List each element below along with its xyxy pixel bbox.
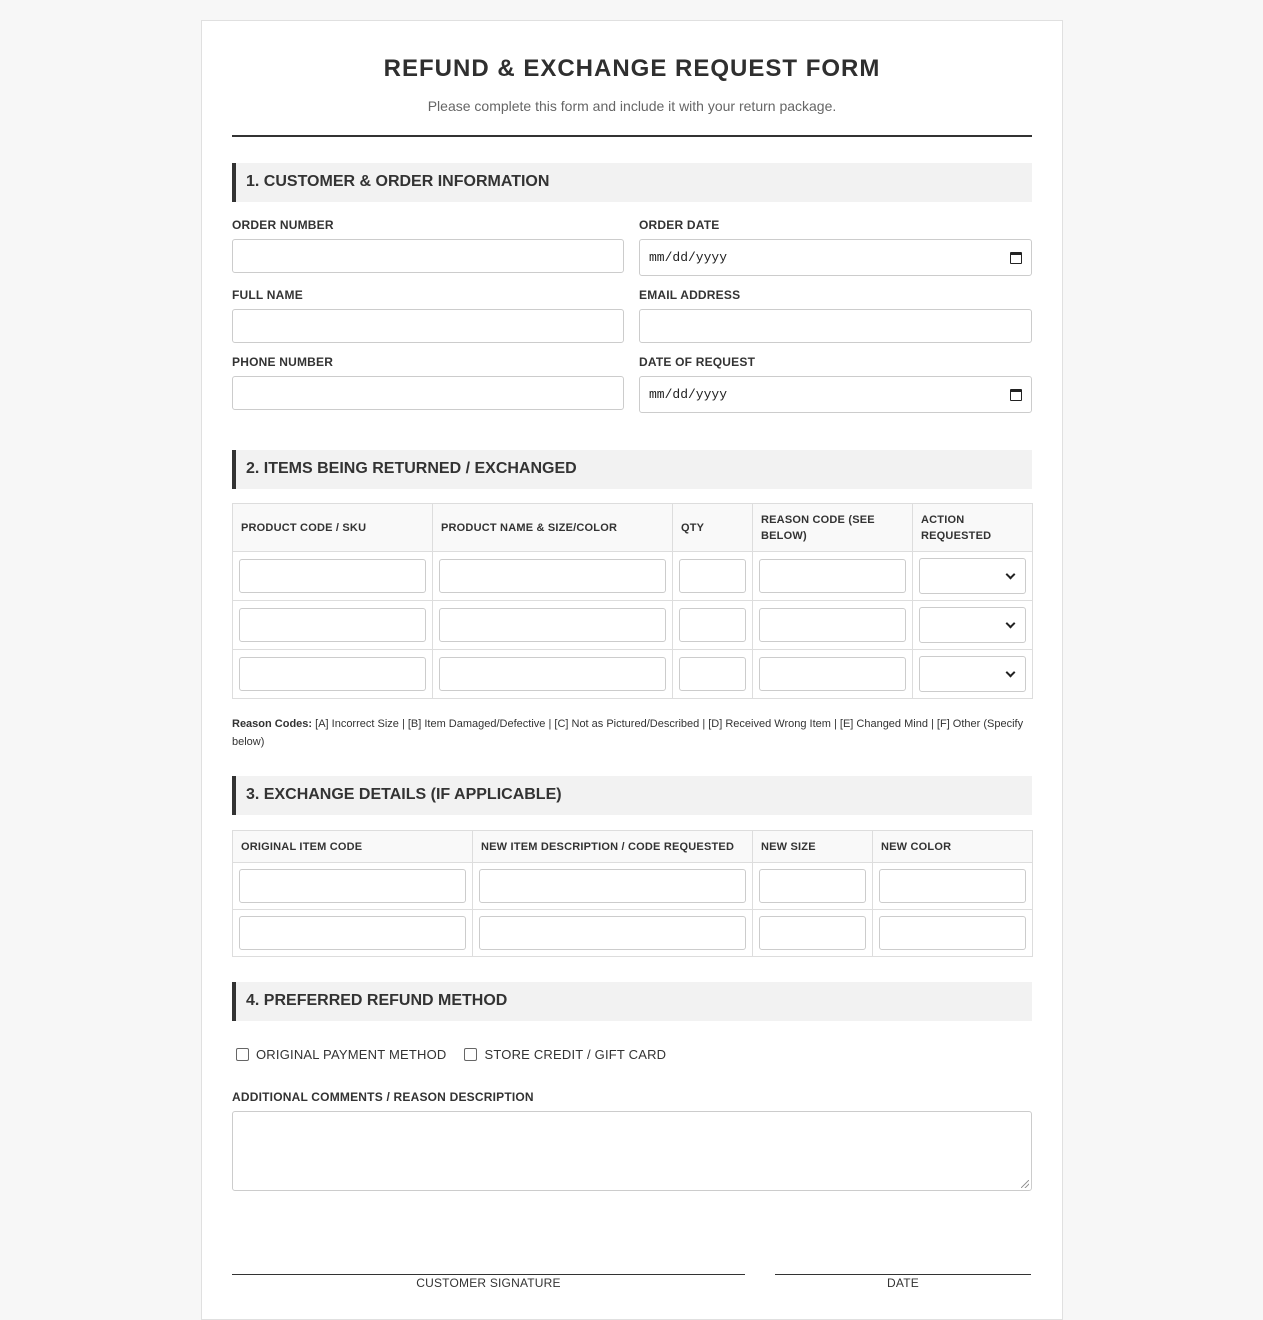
- sku-input[interactable]: [239, 608, 426, 642]
- refund-method-options: [232, 1047, 1032, 1062]
- request-date-label: DATE OF REQUEST: [639, 355, 756, 369]
- page-subtitle: Please complete this form and include it with your return package.: [427, 98, 837, 114]
- column-header: NEW ITEM DESCRIPTION / CODE REQUESTED: [473, 831, 753, 863]
- reason-codes-note: [232, 715, 1032, 751]
- full-name-input[interactable]: [232, 309, 624, 343]
- table-row: [233, 552, 1033, 601]
- items-table-header: [233, 504, 1033, 552]
- calendar-icon[interactable]: [1010, 252, 1022, 264]
- section-items-heading: 2. ITEMS BEING RETURNED / EXCHANGED: [232, 450, 1032, 489]
- order-date-placeholder: mm/dd/yyyy: [649, 250, 728, 265]
- new-color-input[interactable]: [879, 869, 1026, 903]
- column-header: NEW SIZE: [753, 831, 873, 863]
- phone-label: PHONE NUMBER: [232, 355, 334, 369]
- email-label: EMAIL ADDRESS: [639, 288, 741, 302]
- order-number-input[interactable]: [232, 239, 624, 273]
- store-credit-checkbox[interactable]: [464, 1048, 477, 1061]
- chevron-down-icon: [1006, 570, 1016, 580]
- calendar-icon[interactable]: [1010, 389, 1022, 401]
- column-header: QTY: [673, 504, 753, 552]
- comments-label: ADDITIONAL COMMENTS / REASON DESCRIPTION: [232, 1090, 534, 1104]
- original-payment-label[interactable]: ORIGINAL PAYMENT METHOD: [256, 1047, 447, 1062]
- chevron-down-icon: [1006, 668, 1016, 678]
- request-date-input[interactable]: [639, 376, 1032, 413]
- email-group: [639, 288, 1032, 343]
- section-exchange-heading: 3. EXCHANGE DETAILS (IF APPLICABLE): [232, 776, 1032, 815]
- phone-date-fields: [232, 355, 1032, 413]
- option-store-credit[interactable]: [460, 1047, 666, 1062]
- column-header: NEW COLOR: [873, 831, 1033, 863]
- name-email-fields: [232, 288, 1032, 343]
- qty-input[interactable]: [679, 608, 746, 642]
- page-title: REFUND & EXCHANGE REQUEST FORM: [383, 55, 881, 82]
- sku-input[interactable]: [239, 657, 426, 691]
- new-size-input[interactable]: [759, 916, 866, 950]
- reason-code-input[interactable]: [759, 608, 906, 642]
- email-input[interactable]: [639, 309, 1032, 343]
- new-size-input[interactable]: [759, 869, 866, 903]
- phone-input[interactable]: [232, 376, 624, 410]
- phone-group: [232, 355, 624, 413]
- exchange-table: [232, 830, 1033, 957]
- request-date-placeholder: mm/dd/yyyy: [649, 387, 728, 402]
- full-name-group: [232, 288, 624, 343]
- signature-row: [232, 1274, 1032, 1304]
- qty-input[interactable]: [679, 657, 746, 691]
- product-name-input[interactable]: [439, 608, 666, 642]
- store-credit-label[interactable]: STORE CREDIT / GIFT CARD: [484, 1047, 667, 1062]
- column-header: PRODUCT NAME & SIZE/COLOR: [433, 504, 673, 552]
- full-name-label: FULL NAME: [232, 288, 303, 302]
- column-header: REASON CODE (SEE BELOW): [753, 504, 913, 552]
- table-row: [233, 863, 1033, 910]
- original-item-input[interactable]: [239, 916, 466, 950]
- original-payment-checkbox[interactable]: [236, 1048, 249, 1061]
- title-divider: [232, 135, 1032, 137]
- chevron-down-icon: [1006, 619, 1016, 629]
- table-row: [233, 910, 1033, 957]
- customer-signature-line[interactable]: [232, 1274, 745, 1290]
- qty-input[interactable]: [679, 559, 746, 593]
- order-date-group: [639, 218, 1032, 276]
- signature-date-line[interactable]: [775, 1274, 1031, 1290]
- new-item-input[interactable]: [479, 869, 746, 903]
- form-sheet: [201, 20, 1063, 1320]
- column-header: ORIGINAL ITEM CODE: [233, 831, 473, 863]
- action-select[interactable]: [919, 558, 1026, 594]
- reason-code-input[interactable]: [759, 559, 906, 593]
- table-row: [233, 650, 1033, 699]
- column-header: ACTION REQUESTED: [913, 504, 1033, 552]
- product-name-input[interactable]: [439, 657, 666, 691]
- action-select[interactable]: [919, 607, 1026, 643]
- order-number-group: [232, 218, 624, 276]
- order-date-input[interactable]: [639, 239, 1032, 276]
- section-customer-order-heading: 1. CUSTOMER & ORDER INFORMATION: [232, 163, 1032, 202]
- column-header: PRODUCT CODE / SKU: [233, 504, 433, 552]
- section-refund-method-heading: 4. PREFERRED REFUND METHOD: [232, 982, 1032, 1021]
- customer-order-fields: [232, 218, 1032, 276]
- sku-input[interactable]: [239, 559, 426, 593]
- new-color-input[interactable]: [879, 916, 1026, 950]
- reason-code-input[interactable]: [759, 657, 906, 691]
- items-table: [232, 503, 1033, 699]
- action-select[interactable]: [919, 656, 1026, 692]
- request-date-group: [639, 355, 1032, 413]
- order-date-label: ORDER DATE: [639, 218, 720, 232]
- resize-handle-icon[interactable]: [1021, 1180, 1029, 1188]
- new-item-input[interactable]: [479, 916, 746, 950]
- customer-signature-label: CUSTOMER SIGNATURE: [416, 1276, 561, 1290]
- original-item-input[interactable]: [239, 869, 466, 903]
- product-name-input[interactable]: [439, 559, 666, 593]
- table-row: [233, 601, 1033, 650]
- reason-codes-label: Reason Codes:: [232, 718, 313, 730]
- reason-codes-text: [A] Incorrect Size | [B] Item Damaged/Defective | [C] Not as Pictured/Described | [D] Received Wrong Item | [E] Changed Mind | [F] Other (Specify below): [232, 718, 1024, 748]
- signature-date-label: DATE: [887, 1276, 919, 1290]
- option-original-payment[interactable]: [232, 1047, 446, 1062]
- comments-textarea[interactable]: [232, 1111, 1032, 1191]
- exchange-table-header: [233, 831, 1033, 863]
- order-number-label: ORDER NUMBER: [232, 218, 334, 232]
